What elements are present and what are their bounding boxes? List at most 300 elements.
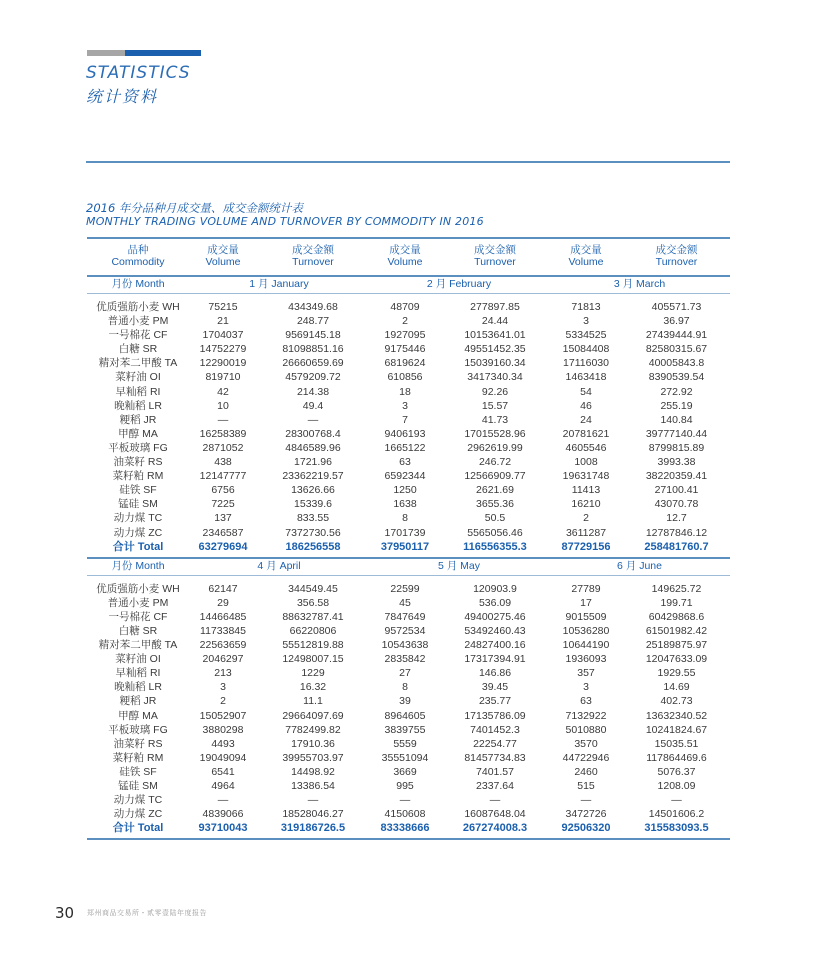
header-turnover-cn: 成交金额 <box>474 244 516 256</box>
volume-cell: 5559 <box>393 737 417 750</box>
turnover-cell: 149625.72 <box>651 582 702 595</box>
turnover-cell: 4579209.72 <box>285 371 341 384</box>
commodity-name: 菜籽油 OI <box>115 653 161 666</box>
header-gray-bar <box>87 50 125 56</box>
volume-cell: 6819624 <box>384 357 426 370</box>
turnover-cell: 13632340.52 <box>645 709 708 722</box>
turnover-cell: 88632787.41 <box>282 610 344 623</box>
turnover-cell: 82580315.67 <box>645 343 708 356</box>
turnover-cell: 8390539.54 <box>648 371 705 384</box>
volume-cell: 44722946 <box>562 751 610 764</box>
volume-cell: 2346587 <box>202 526 244 539</box>
volume-cell: 5334525 <box>565 329 607 342</box>
volume-cell: 17116030 <box>563 357 609 370</box>
volume-cell: 12290019 <box>199 357 247 370</box>
volume-cell: — <box>580 794 592 807</box>
table-row <box>87 723 730 737</box>
turnover-cell: 17317394.91 <box>464 653 526 666</box>
volume-cell: 213 <box>214 667 232 680</box>
header-volume-cn: 成交量 <box>570 244 602 256</box>
table-row <box>87 511 730 525</box>
commodity-name: 油菜籽 RS <box>113 737 163 750</box>
header-blue-bar <box>125 50 201 56</box>
volume-cell: 21 <box>217 315 229 328</box>
commodity-name: 锰硅 SM <box>118 780 158 792</box>
volume-cell: 12147777 <box>199 470 247 483</box>
turnover-cell: 11.1 <box>303 695 323 708</box>
turnover-cell: 248.77 <box>296 315 330 328</box>
table-row <box>87 709 730 723</box>
volume-cell: 1250 <box>393 484 417 497</box>
volume-cell: 2 <box>220 695 226 708</box>
volume-cell: 7847649 <box>384 610 426 623</box>
turnover-cell: 9569145.18 <box>285 329 341 342</box>
turnover-cell: 49551452.35 <box>464 343 526 356</box>
volume-cell: 46 <box>580 399 592 412</box>
turnover-cell: 15339.6 <box>294 498 332 511</box>
turnover-cell: 4846589.96 <box>285 441 341 454</box>
turnover-cell: 14.69 <box>663 681 690 694</box>
volume-cell: 16210 <box>571 498 601 511</box>
table-row <box>87 765 730 779</box>
header-commodity-cn: 品种 <box>127 244 149 256</box>
volume-cell: 19631748 <box>562 470 610 483</box>
turnover-cell: 18528046.27 <box>282 808 344 821</box>
table-row <box>87 483 730 497</box>
header-turnover-3 <box>623 244 730 275</box>
volume-cell: 2 <box>402 315 408 328</box>
turnover-cell: 3417340.34 <box>467 371 523 384</box>
table-body <box>87 275 730 840</box>
turnover-cell: 2621.69 <box>476 484 514 497</box>
volume-cell: 9406193 <box>384 427 426 440</box>
commodity-name: 精对苯二甲酸 TA <box>98 357 178 370</box>
turnover-cell: 140.84 <box>660 413 693 426</box>
turnover-cell: 49.4 <box>302 399 324 412</box>
turnover-cell: 117864469.6 <box>646 751 707 764</box>
header-volume-1 <box>189 244 257 275</box>
volume-cell: 6756 <box>211 484 235 497</box>
volume-cell: 6541 <box>211 765 235 778</box>
volume-cell: 48709 <box>390 301 420 313</box>
volume-cell: 35551094 <box>381 751 429 764</box>
commodity-name: 粳稻 JR <box>119 413 157 426</box>
turnover-cell: 7401.57 <box>476 765 514 778</box>
volume-cell: 3611287 <box>565 526 607 539</box>
turnover-cell: 258481760.7 <box>644 540 709 553</box>
commodity-name: 白糖 SR <box>118 343 158 356</box>
table-header-row <box>87 239 730 275</box>
month-row <box>87 277 730 293</box>
volume-cell: 7132922 <box>565 709 607 722</box>
turnover-cell: — <box>307 794 319 807</box>
commodity-name: 菜籽粕 RM <box>112 470 164 483</box>
turnover-cell: 1721.96 <box>294 456 332 469</box>
commodity-name: 锰硅 SM <box>118 498 158 511</box>
volume-cell: 4150608 <box>384 808 426 821</box>
table-bottom-rule <box>87 838 730 840</box>
volume-cell: 8964605 <box>384 709 426 722</box>
turnover-cell: 29664097.69 <box>282 709 344 722</box>
volume-cell: 1701739 <box>384 526 426 539</box>
month-name: 5 月 May <box>437 559 480 572</box>
turnover-cell: 61501982.42 <box>645 624 708 637</box>
turnover-cell: 12.7 <box>666 512 687 525</box>
turnover-cell: 356.58 <box>296 596 330 609</box>
table-row <box>87 342 730 356</box>
table-row <box>87 779 730 793</box>
commodity-name: 合计 Total <box>112 540 164 553</box>
volume-cell: 83338666 <box>380 822 430 835</box>
turnover-cell: 28300768.4 <box>285 427 341 440</box>
turnover-cell: 40005843.8 <box>648 357 705 370</box>
commodity-name: 动力煤 TC <box>113 512 163 525</box>
turnover-cell: 120903.9 <box>473 582 517 595</box>
volume-cell: 2046297 <box>202 653 244 666</box>
commodity-name: 一号棉花 CF <box>108 610 168 623</box>
statistics-table <box>87 237 730 840</box>
volume-cell: 6592344 <box>384 470 426 483</box>
volume-cell: 1638 <box>393 498 417 511</box>
turnover-cell: — <box>307 413 319 426</box>
commodity-name: 普通小麦 PM <box>107 315 169 328</box>
turnover-cell: 49400275.46 <box>464 610 526 623</box>
volume-cell: 39 <box>399 695 411 708</box>
turnover-cell: — <box>489 794 501 807</box>
commodity-name: 晚籼稻 LR <box>114 681 162 694</box>
page-number: 30 <box>55 904 75 922</box>
header-volume-en: Volume <box>568 256 604 268</box>
turnover-cell: 17135786.09 <box>464 709 526 722</box>
turnover-cell: 16.32 <box>299 681 327 694</box>
volume-cell: 29 <box>217 596 229 609</box>
volume-cell: 3 <box>402 399 408 412</box>
table-row <box>87 455 730 469</box>
volume-cell: 17 <box>580 596 592 609</box>
table-row <box>87 807 730 821</box>
turnover-cell: 12047633.09 <box>645 653 708 666</box>
turnover-cell: 434349.68 <box>288 301 338 313</box>
table-row <box>87 314 730 328</box>
volume-cell: 2835842 <box>384 653 426 666</box>
turnover-cell: 14498.92 <box>291 765 335 778</box>
turnover-cell: 60429868.6 <box>648 610 705 623</box>
turnover-cell: 12498007.15 <box>282 653 344 666</box>
turnover-cell: 22254.77 <box>473 737 517 750</box>
turnover-cell: 27100.41 <box>654 484 699 497</box>
commodity-name: 优质强筋小麦 WH <box>96 301 180 313</box>
month-row <box>87 559 730 575</box>
volume-cell: 819710 <box>205 371 241 384</box>
turnover-cell: 17015528.96 <box>464 427 526 440</box>
volume-cell: 54 <box>580 385 592 398</box>
volume-cell: 9572534 <box>384 624 426 637</box>
turnover-cell: 405571.73 <box>651 301 702 313</box>
commodity-name: 优质强筋小麦 WH <box>96 582 180 595</box>
header-volume-en: Volume <box>387 256 423 268</box>
turnover-cell: 2337.64 <box>476 780 514 792</box>
volume-cell: 357 <box>577 667 595 680</box>
volume-cell: 93710043 <box>198 822 248 835</box>
commodity-name: 早籼稻 RI <box>115 385 161 398</box>
header-turnover-en: Turnover <box>474 256 516 268</box>
commodity-name: 晚籼稻 LR <box>114 399 162 412</box>
turnover-cell: 27439444.91 <box>645 329 708 342</box>
table-row <box>87 666 730 680</box>
turnover-cell: 24.44 <box>481 315 509 328</box>
turnover-cell: 39.45 <box>481 681 509 694</box>
total-row <box>87 821 730 835</box>
volume-cell: 11733845 <box>200 624 246 637</box>
turnover-cell: 1208.09 <box>657 780 696 792</box>
table-row <box>87 370 730 384</box>
table-row <box>87 793 730 807</box>
table-row <box>87 582 730 596</box>
volume-cell: — <box>399 794 411 807</box>
turnover-cell: 536.09 <box>478 596 512 609</box>
turnover-cell: 235.77 <box>478 695 512 708</box>
month-name: 4 月 April <box>257 559 301 572</box>
volume-cell: 3 <box>583 681 589 694</box>
turnover-cell: 39777140.44 <box>645 427 708 440</box>
table-row <box>87 652 730 666</box>
volume-cell: 1008 <box>574 456 598 469</box>
volume-cell: 1463418 <box>565 371 607 384</box>
turnover-cell: 199.71 <box>660 596 693 609</box>
volume-cell: 3880298 <box>202 723 244 736</box>
volume-cell: — <box>217 413 229 426</box>
table-row <box>87 497 730 511</box>
section-divider <box>86 161 730 163</box>
turnover-cell: 50.5 <box>484 512 506 525</box>
volume-cell: 2871052 <box>202 441 244 454</box>
header-volume-cn: 成交量 <box>207 244 239 256</box>
volume-cell: 27789 <box>571 582 601 595</box>
table-title-cn: 2016 年分品种月成交量、成交金额统计表 <box>86 201 303 215</box>
volume-cell: 42 <box>217 385 229 398</box>
turnover-cell: 186256558 <box>285 540 341 553</box>
volume-cell: — <box>217 794 229 807</box>
turnover-cell: 15039160.34 <box>464 357 526 370</box>
month-name: 2 月 February <box>426 278 492 290</box>
volume-cell: 16258389 <box>199 427 247 440</box>
commodity-name: 平板玻璃 FG <box>108 723 168 736</box>
volume-cell: 20781621 <box>562 427 610 440</box>
turnover-cell: 5076.37 <box>657 765 696 778</box>
table-row <box>87 596 730 610</box>
table-row <box>87 469 730 483</box>
volume-cell: 995 <box>396 780 414 792</box>
turnover-cell: 92.26 <box>481 385 509 398</box>
turnover-cell: 267274008.3 <box>462 822 528 835</box>
volume-cell: 1927095 <box>384 329 426 342</box>
volume-cell: 610856 <box>387 371 423 384</box>
commodity-name: 动力煤 ZC <box>113 526 163 539</box>
header-volume-3 <box>549 244 623 275</box>
turnover-cell: 12787846.12 <box>645 526 708 539</box>
volume-cell: 22563659 <box>199 639 247 652</box>
volume-cell: 63 <box>399 456 411 469</box>
volume-cell: 10536280 <box>562 624 610 637</box>
commodity-name: 甲醇 MA <box>118 427 158 440</box>
header-turnover-en: Turnover <box>292 256 334 268</box>
commodity-name: 平板玻璃 FG <box>108 441 168 454</box>
volume-cell: 1936093 <box>565 653 607 666</box>
table-row <box>87 427 730 441</box>
header-volume-cn: 成交量 <box>389 244 421 256</box>
header-commodity-en: Commodity <box>111 256 165 268</box>
table-row <box>87 751 730 765</box>
turnover-cell: 315583093.5 <box>644 822 709 835</box>
footer-text: 郑州商品交易所・贰零壹陆年度报告 <box>87 910 207 917</box>
volume-cell: 87729156 <box>561 540 611 553</box>
section-title-cn: 统计资料 <box>86 87 159 106</box>
commodity-name: 动力煤 ZC <box>113 808 163 821</box>
volume-cell: 75215 <box>208 301 238 313</box>
turnover-cell: 246.72 <box>478 456 512 469</box>
month-label: 月份 Month <box>111 278 165 290</box>
data-block <box>87 576 730 839</box>
turnover-cell: 13386.54 <box>291 780 335 792</box>
table-row <box>87 624 730 638</box>
turnover-cell: 41.73 <box>481 413 509 426</box>
table-row <box>87 399 730 413</box>
table-row <box>87 413 730 427</box>
volume-cell: 11413 <box>571 484 601 497</box>
turnover-cell: 55512819.88 <box>282 639 344 652</box>
turnover-cell: 25189875.97 <box>645 639 708 652</box>
turnover-cell: 2962619.99 <box>467 441 523 454</box>
volume-cell: 18 <box>399 385 411 398</box>
turnover-cell: 7372730.56 <box>285 526 341 539</box>
volume-cell: 7 <box>402 413 408 426</box>
commodity-name: 普通小麦 PM <box>107 596 169 609</box>
volume-cell: 45 <box>399 596 411 609</box>
turnover-cell: 402.73 <box>660 695 693 708</box>
header-turnover-en: Turnover <box>655 256 698 268</box>
volume-cell: 63 <box>580 695 592 708</box>
turnover-cell: 116556355.3 <box>463 540 527 553</box>
volume-cell: 3 <box>220 681 226 694</box>
table-row <box>87 526 730 540</box>
volume-cell: 2 <box>583 512 589 525</box>
volume-cell: 24 <box>580 413 592 426</box>
turnover-cell: 7782499.82 <box>285 723 341 736</box>
turnover-cell: 23362219.57 <box>282 470 344 483</box>
month-label: 月份 Month <box>111 559 165 572</box>
commodity-name: 精对苯二甲酸 TA <box>98 639 178 652</box>
turnover-cell: 277897.85 <box>470 301 520 313</box>
table-row <box>87 610 730 624</box>
volume-cell: 10 <box>217 399 229 412</box>
commodity-name: 甲醇 MA <box>118 709 158 722</box>
commodity-name: 硅铁 SF <box>119 765 157 778</box>
turnover-cell: 17910.36 <box>291 737 335 750</box>
month-name: 3 月 March <box>613 278 666 290</box>
turnover-cell: 16087648.04 <box>464 808 526 821</box>
table-row <box>87 328 730 342</box>
header-commodity <box>87 244 189 275</box>
turnover-cell: 1229 <box>301 667 325 680</box>
turnover-cell: 36.97 <box>663 315 690 328</box>
volume-cell: 3839755 <box>384 723 426 736</box>
table-row <box>87 356 730 370</box>
month-name: 6 月 June <box>617 559 662 572</box>
header-turnover-cn: 成交金额 <box>655 244 698 256</box>
header-turnover-cn: 成交金额 <box>292 244 334 256</box>
commodity-name: 油菜籽 RS <box>113 456 163 469</box>
turnover-cell: 5565056.46 <box>467 526 523 539</box>
turnover-cell: 53492460.43 <box>464 624 526 637</box>
volume-cell: 4605546 <box>565 441 607 454</box>
section-title-en: STATISTICS <box>86 63 191 83</box>
turnover-cell: 3655.36 <box>476 498 514 511</box>
volume-cell: 3 <box>583 315 589 328</box>
turnover-cell: 10241824.67 <box>645 723 708 736</box>
table-row <box>87 638 730 652</box>
volume-cell: 71813 <box>571 301 601 313</box>
volume-cell: 92506320 <box>561 822 611 835</box>
volume-cell: 37950117 <box>380 540 430 553</box>
commodity-name: 合计 Total <box>112 822 164 835</box>
commodity-name: 菜籽油 OI <box>115 371 161 384</box>
volume-cell: 4839066 <box>202 808 244 821</box>
turnover-cell: 14501606.2 <box>648 808 705 821</box>
volume-cell: 1704037 <box>202 329 244 342</box>
table-row <box>87 680 730 694</box>
volume-cell: 9015509 <box>565 610 607 623</box>
volume-cell: 1665122 <box>384 441 426 454</box>
volume-cell: 4964 <box>211 780 235 792</box>
turnover-cell: 10153641.01 <box>464 329 526 342</box>
volume-cell: 5010880 <box>565 723 607 736</box>
volume-cell: 14752279 <box>199 343 247 356</box>
volume-cell: 9175446 <box>384 343 426 356</box>
turnover-cell: 81098851.16 <box>282 343 344 356</box>
turnover-cell: 43070.78 <box>654 498 699 511</box>
turnover-cell: 272.92 <box>660 385 693 398</box>
turnover-cell: 146.86 <box>478 667 512 680</box>
turnover-cell: 214.38 <box>296 385 330 398</box>
table-row <box>87 385 730 399</box>
commodity-name: 硅铁 SF <box>119 484 157 497</box>
table-title-en: MONTHLY TRADING VOLUME AND TURNOVER BY COMMODITY IN 2016 <box>86 215 484 228</box>
turnover-cell: 15035.51 <box>654 737 699 750</box>
volume-cell: 7225 <box>211 498 235 511</box>
turnover-cell: 319186726.5 <box>280 822 346 835</box>
turnover-cell: 1929.55 <box>657 667 696 680</box>
table-row <box>87 737 730 751</box>
commodity-name: 粳稻 JR <box>119 695 157 708</box>
data-block <box>87 294 730 557</box>
turnover-cell: 15.57 <box>481 399 509 412</box>
volume-cell: 515 <box>577 780 595 792</box>
volume-cell: 10543638 <box>381 639 429 652</box>
turnover-cell: 344549.45 <box>288 582 338 595</box>
header-volume-en: Volume <box>205 256 241 268</box>
turnover-cell: 24827400.16 <box>464 639 526 652</box>
header-volume-2 <box>369 244 441 275</box>
turnover-cell: 8799815.89 <box>648 441 705 454</box>
volume-cell: 2460 <box>574 765 598 778</box>
turnover-cell: 3993.38 <box>657 456 696 469</box>
volume-cell: 8 <box>402 681 408 694</box>
turnover-cell: 38220359.41 <box>645 470 708 483</box>
total-row <box>87 540 730 554</box>
turnover-cell: 255.19 <box>660 399 693 412</box>
volume-cell: 3669 <box>393 765 417 778</box>
commodity-name: 白糖 SR <box>118 624 158 637</box>
